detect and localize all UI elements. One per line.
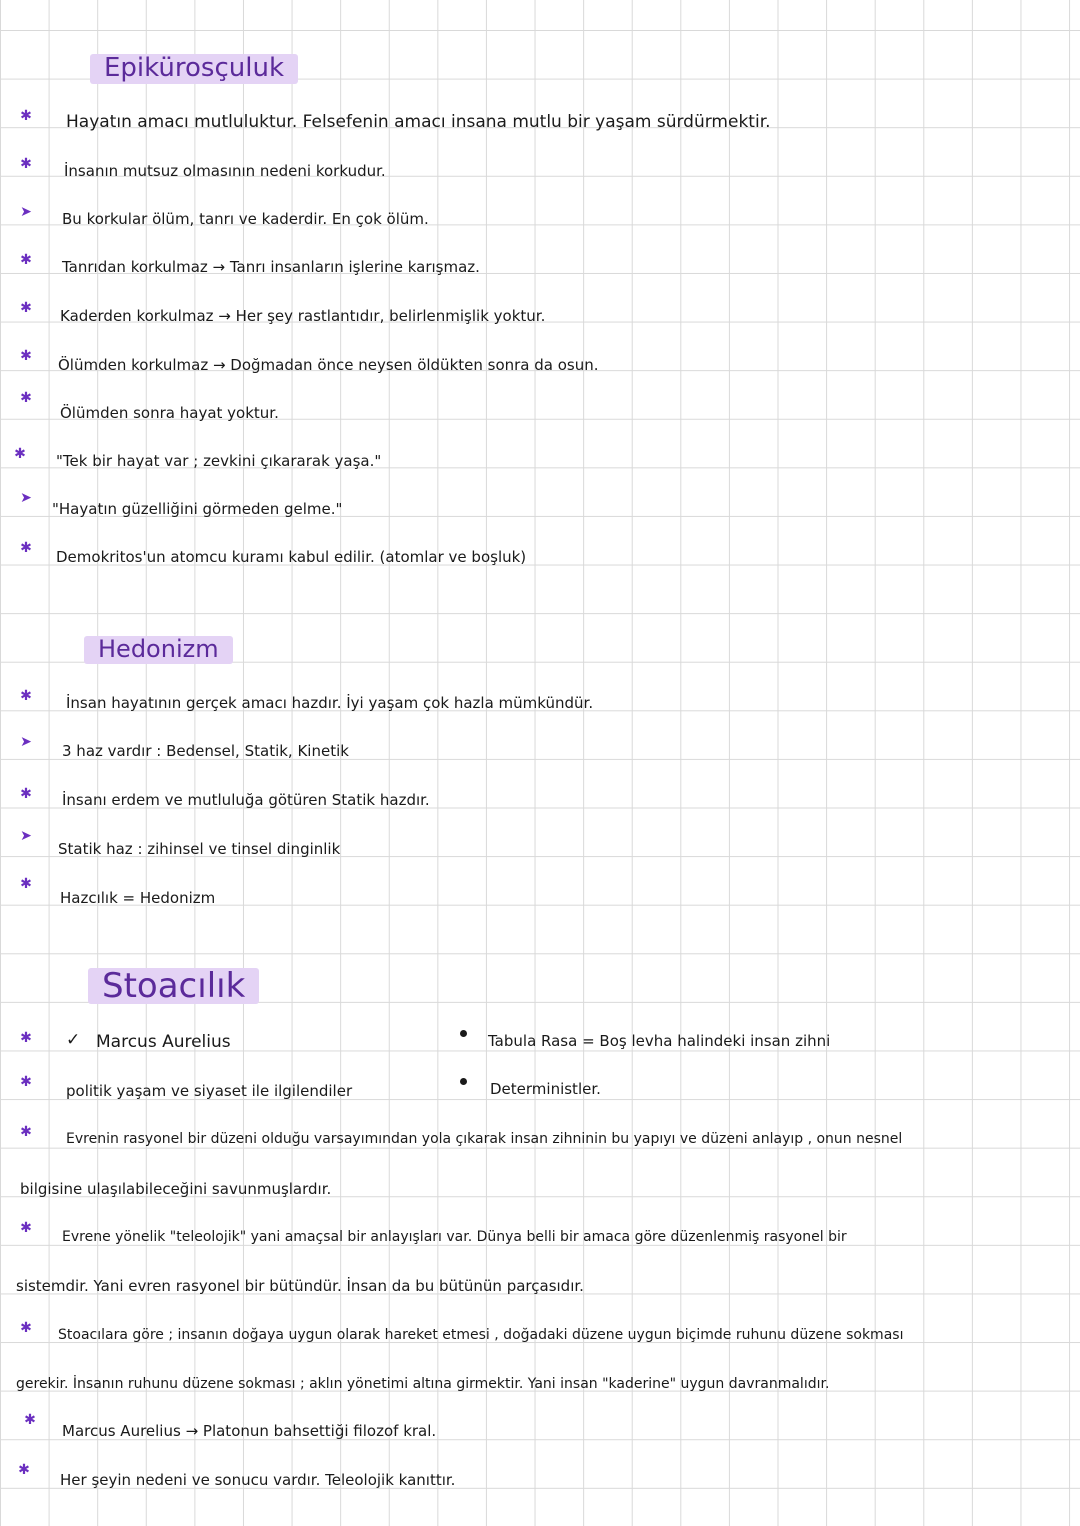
stoa-paragraph-4: sistemdir. Yani evren rasyonel bir bütündür. İnsan da bu bütünün parçasıdır.	[16, 1277, 584, 1295]
dot-bullet-icon	[460, 1030, 467, 1037]
star-bullet-icon: ✱	[20, 1074, 32, 1090]
stoa-paragraph-7: Marcus Aurelius → Platonun bahsettiği filozof kral.	[62, 1422, 437, 1440]
epikur-line-2: İnsanın mutsuz olmasının nedeni korkudur.	[64, 162, 386, 180]
star-bullet-icon: ✱	[20, 1320, 32, 1336]
hedonizm-line-5: Hazcılık = Hedonizm	[60, 889, 216, 907]
hedonizm-line-2: 3 haz vardır : Bedensel, Statik, Kinetik	[62, 742, 349, 760]
stoa-paragraph-5: Stoacılara göre ; insanın doğaya uygun olarak hareket etmesi , doğadaki düzene uygun biçimde ruhunu düzene sokması	[58, 1327, 904, 1343]
arrow-bullet-icon: ➤	[20, 734, 32, 750]
stoa-left-2: politik yaşam ve siyaset ile ilgilendiler	[66, 1082, 353, 1100]
star-bullet-icon: ✱	[20, 540, 32, 556]
section-title-hedonizm: Hedonizm	[84, 636, 233, 664]
section-title-epikur: Epikürosçuluk	[90, 54, 298, 84]
stoa-paragraph-3: Evrene yönelik "teleolojik" yani amaçsal bir anlayışları var. Dünya belli bir amaca göre düzenlenmiş rasyonel bir	[62, 1229, 847, 1245]
stoa-paragraph-1: Evrenin rasyonel bir düzeni olduğu varsayımından yola çıkarak insan zihninin bu yapıyı ve düzeni anlayıp , onun nesnel	[66, 1131, 903, 1147]
star-bullet-icon: ✱	[20, 786, 32, 802]
star-bullet-icon: ✱	[20, 1124, 32, 1140]
epikur-line-3: Bu korkular ölüm, tanrı ve kaderdir. En çok ölüm.	[62, 210, 429, 228]
hedonizm-line-3: İnsanı erdem ve mutluluğa götüren Statik hazdır.	[62, 791, 430, 809]
epikur-line-4: Tanrıdan korkulmaz → Tanrı insanların işlerine karışmaz.	[62, 258, 480, 276]
epikur-line-5: Kaderden korkulmaz → Her şey rastlantıdır, belirlenmişlik yoktur.	[60, 307, 546, 325]
star-bullet-icon: ✱	[20, 252, 32, 268]
star-bullet-icon: ✱	[18, 1462, 30, 1478]
stoa-paragraph-2: bilgisine ulaşılabileceğini savunmuşlardır.	[20, 1180, 332, 1198]
star-bullet-icon: ✱	[20, 156, 32, 172]
star-bullet-icon: ✱	[20, 300, 32, 316]
hedonizm-line-1: İnsan hayatının gerçek amacı hazdır. İyi yaşam çok hazla mümkündür.	[66, 694, 594, 712]
epikur-line-1: Hayatın amacı mutluluktur. Felsefenin amacı insana mutlu bir yaşam sürdürmektir.	[66, 112, 771, 132]
dot-bullet-icon	[460, 1078, 467, 1085]
arrow-bullet-icon: ➤	[20, 828, 32, 844]
star-bullet-icon: ✱	[20, 1030, 32, 1046]
star-bullet-icon: ✱	[20, 876, 32, 892]
star-bullet-icon: ✱	[14, 446, 26, 462]
epikur-line-8: "Tek bir hayat var ; zevkini çıkararak yaşa."	[56, 452, 382, 470]
arrow-bullet-icon: ➤	[20, 204, 32, 220]
stoa-left-1: Marcus Aurelius	[96, 1032, 231, 1052]
star-bullet-icon: ✱	[20, 390, 32, 406]
check-mark-icon: ✓	[66, 1030, 81, 1050]
epikur-line-6: Ölümden korkulmaz → Doğmadan önce neysen öldükten sonra da osun.	[58, 356, 599, 374]
epikur-line-9: "Hayatın güzelliğini görmeden gelme."	[52, 500, 343, 518]
epikur-line-7: Ölümden sonra hayat yoktur.	[60, 404, 279, 422]
star-bullet-icon: ✱	[20, 688, 32, 704]
arrow-bullet-icon: ➤	[20, 490, 32, 506]
stoa-paragraph-6: gerekir. İnsanın ruhunu düzene sokması ; aklın yönetimi altına girmektir. Yani insan "kaderine" uygun davranmalıdır.	[16, 1376, 830, 1392]
epikur-line-10: Demokritos'un atomcu kuramı kabul edilir. (atomlar ve boşluk)	[56, 548, 527, 566]
stoa-paragraph-8: Her şeyin nedeni ve sonucu vardır. Teleolojik kanıttır.	[60, 1471, 456, 1489]
star-bullet-icon: ✱	[20, 1220, 32, 1236]
star-bullet-icon: ✱	[24, 1412, 36, 1428]
star-bullet-icon: ✱	[20, 348, 32, 364]
stoa-right-1: Tabula Rasa = Boş levha halindeki insan zihni	[488, 1032, 831, 1050]
star-bullet-icon: ✱	[20, 108, 32, 124]
section-title-stoa: Stoacılık	[88, 968, 259, 1004]
hedonizm-line-4: Statik haz : zihinsel ve tinsel dinginlik	[58, 840, 341, 858]
stoa-right-2: Deterministler.	[490, 1080, 601, 1098]
